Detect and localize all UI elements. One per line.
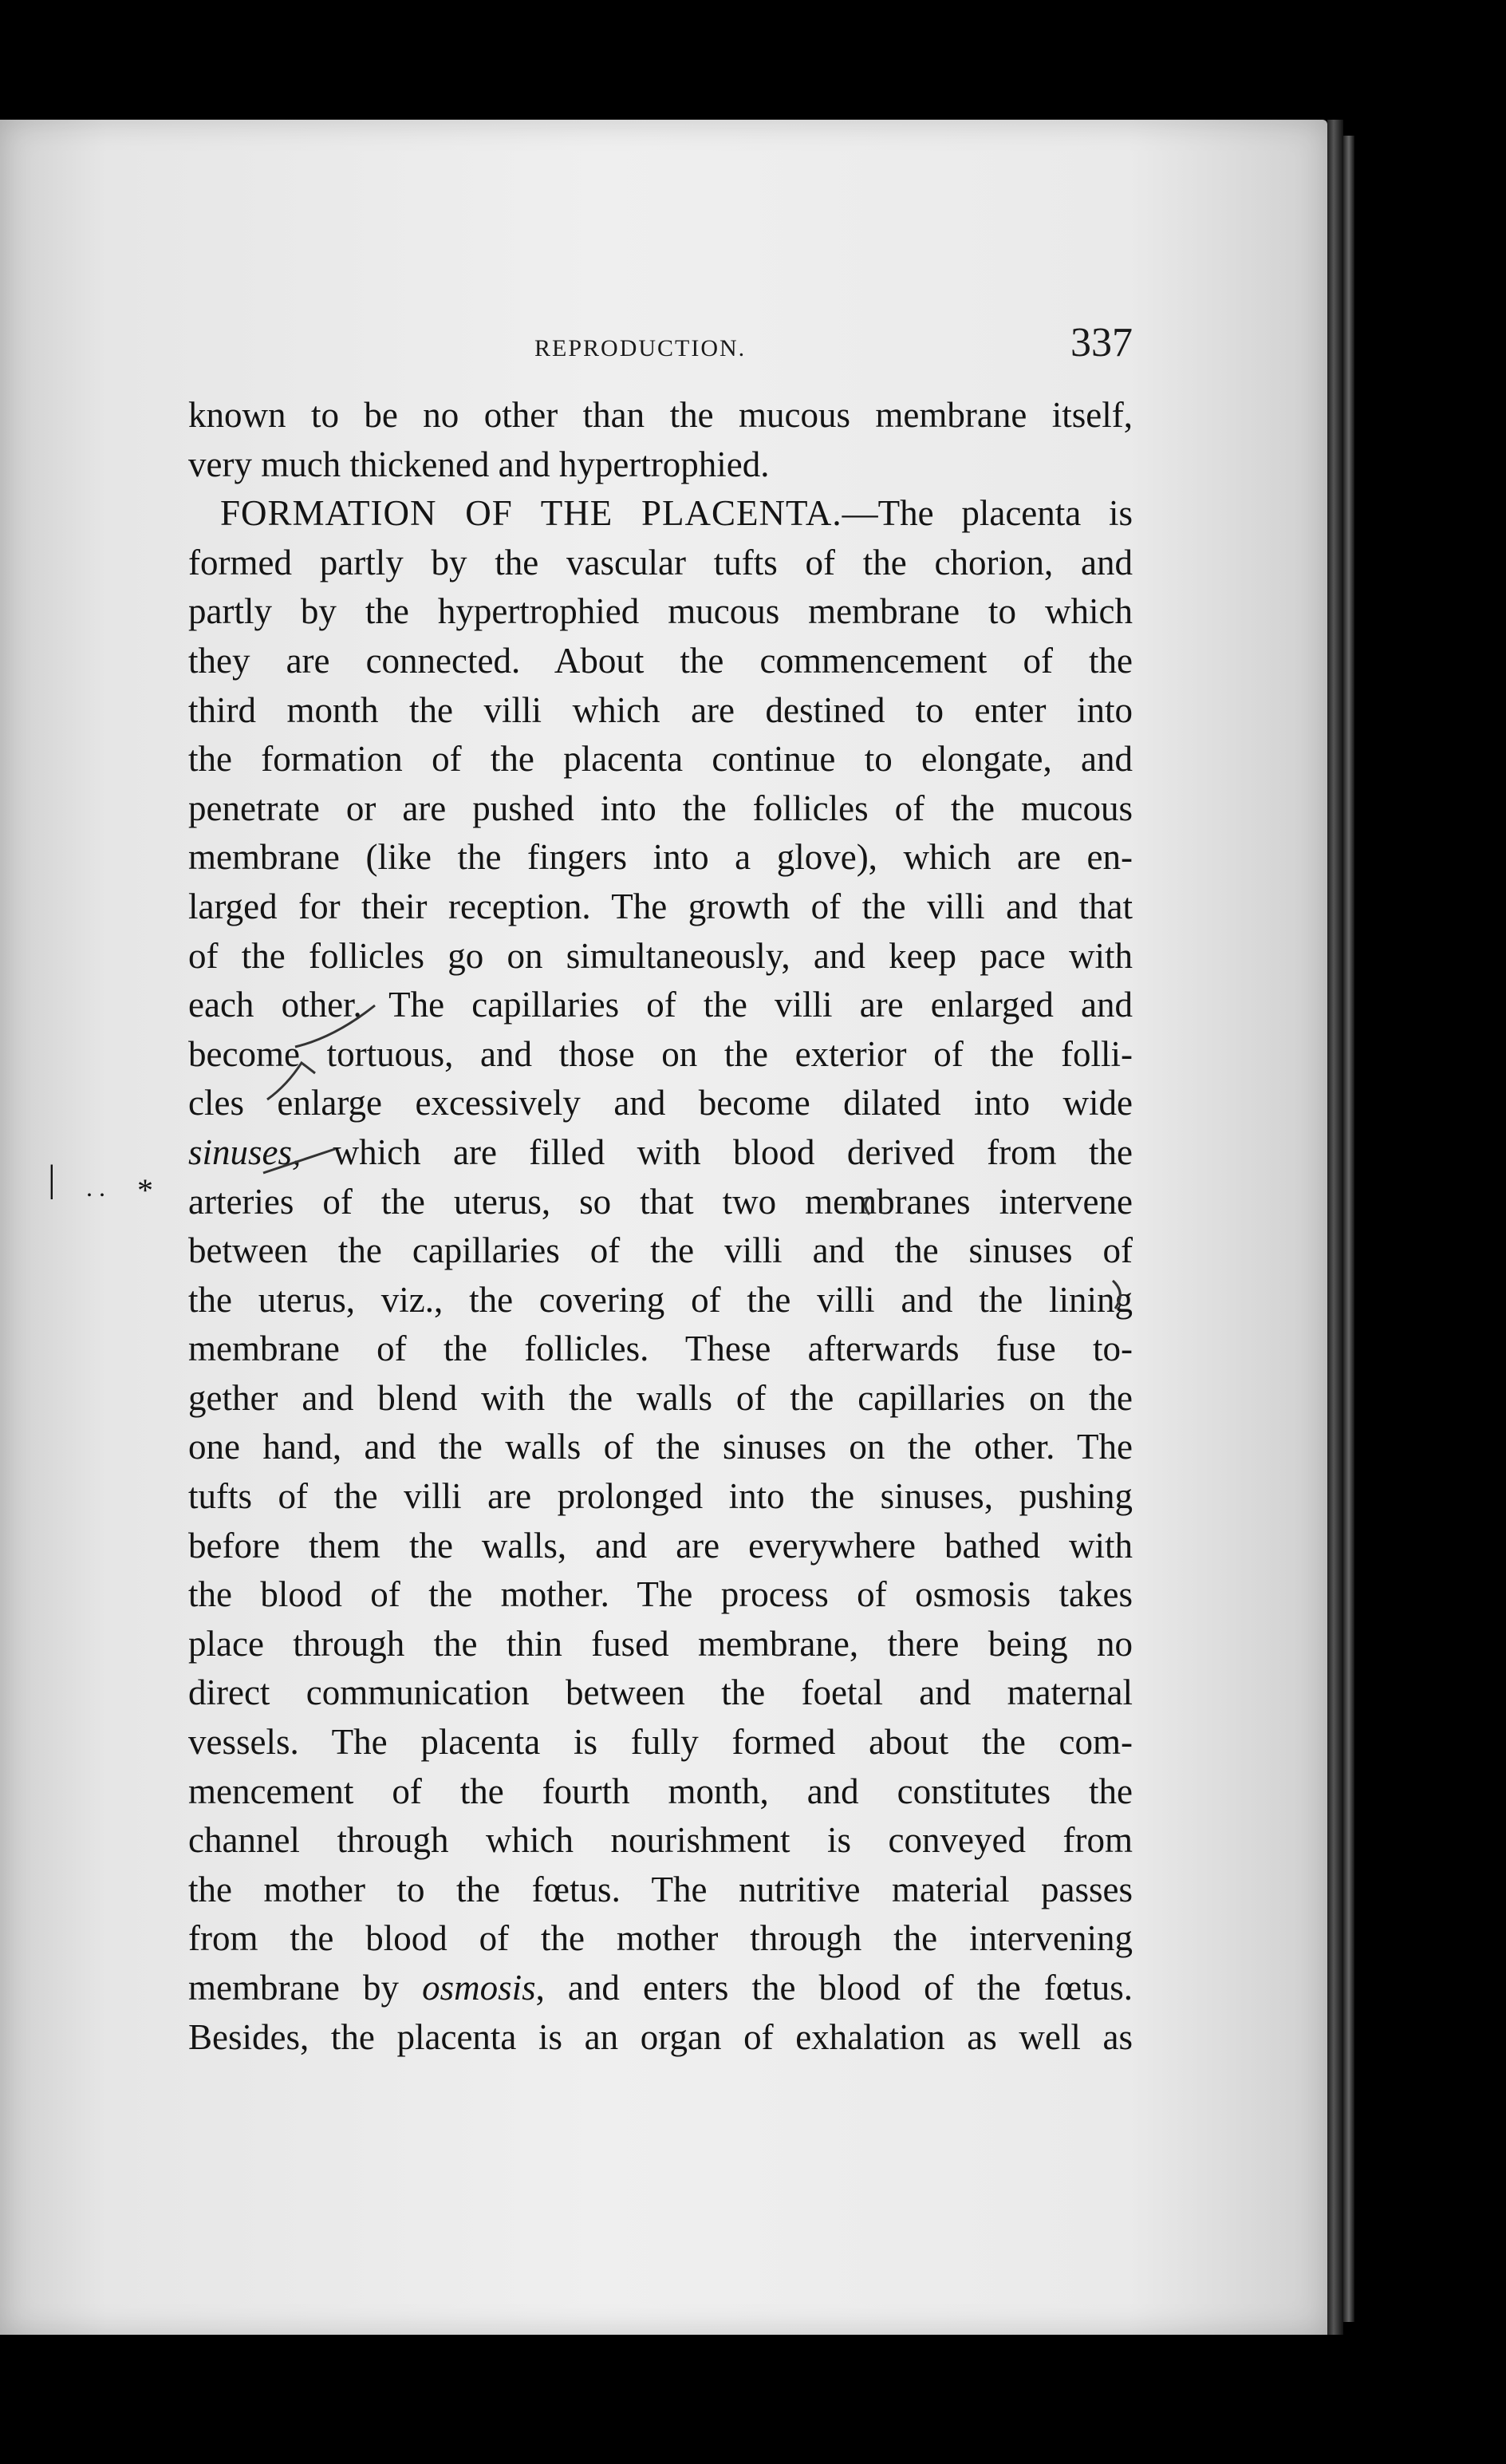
text-line: arteries of the uterus, so that two membranes intervene xyxy=(188,1181,1133,1222)
text-line: from the blood of the mother through the intervening xyxy=(188,1918,1133,1959)
line-continuation: , and enters the blood of the fœtus. xyxy=(535,1968,1133,2008)
text-line-italic-term xyxy=(188,1128,1133,1178)
text-line: place through the thin fused membrane, there being no xyxy=(188,1623,1133,1664)
heading-continuation: —The placenta is xyxy=(842,493,1133,534)
section-heading: FORMATION OF THE PLACENTA. xyxy=(220,493,842,534)
page-number: 337 xyxy=(1070,320,1133,365)
text-line: third month the villi which are destined to enter into xyxy=(188,689,1133,730)
text-line: tufts of the villi are prolonged into the sinuses, pushing xyxy=(188,1476,1133,1517)
text-line: the blood of the mother. The process of osmosis takes xyxy=(188,1574,1133,1615)
text-line: vessels. The placenta is fully formed about the com- xyxy=(188,1722,1133,1763)
body-text xyxy=(188,391,1133,2062)
text-line: become tortuous, and those on the exterior of the folli- xyxy=(188,1033,1133,1074)
text-line: between the capillaries of the villi and the sinuses of xyxy=(188,1230,1133,1271)
text-line: larged for their reception. The growth of the villi and that xyxy=(188,886,1133,926)
line-start: membrane by xyxy=(188,1968,423,2008)
text-line: very much thickened and hypertrophied. xyxy=(188,444,770,484)
text-line-italic-term xyxy=(188,1964,1133,2013)
line-continuation: which are filled with blood derived from the xyxy=(301,1131,1133,1172)
italic-term: sinuses, xyxy=(188,1131,302,1172)
italic-term: osmosis xyxy=(422,1968,536,2008)
page-edge-shadow-inner xyxy=(1343,136,1354,2322)
margin-bar-mark: | xyxy=(48,1158,56,1200)
section-heading-line xyxy=(188,489,1133,539)
text-line: the formation of the placenta continue to elongate, and xyxy=(188,739,1133,780)
text-line: of the follicles go on simultaneously, and keep pace with xyxy=(188,935,1133,976)
text-line: membrane (like the fingers into a glove), which are en- xyxy=(188,837,1133,878)
text-line: known to be no other than the mucous membrane itself, xyxy=(188,395,1133,435)
text-line: mencement of the fourth month, and constitutes the xyxy=(188,1771,1133,1811)
text-line: they are connected. About the commencement of the xyxy=(188,640,1133,681)
margin-dots-mark: . . xyxy=(86,1173,105,1202)
text-line: before them the walls, and are everywhere bathed with xyxy=(188,1525,1133,1566)
text-line: formed partly by the vascular tufts of the chorion, and xyxy=(188,542,1133,582)
text-line: the uterus, viz., the covering of the villi and the lining xyxy=(188,1279,1133,1320)
text-line: the mother to the fœtus. The nutritive material passes xyxy=(188,1869,1133,1909)
text-line: one hand, and the walls of the sinuses on the other. The xyxy=(188,1427,1133,1467)
running-head-title: REPRODUCTION. xyxy=(534,335,747,361)
text-line: direct communication between the foetal and maternal xyxy=(188,1672,1133,1713)
margin-star-mark: * xyxy=(137,1172,153,1208)
text-line: channel through which nourishment is conveyed from xyxy=(188,1820,1133,1861)
text-line: penetrate or are pushed into the follicles of the mucous xyxy=(188,788,1133,828)
text-line: Besides, the placenta is an organ of exhalation as well as xyxy=(188,2016,1133,2057)
running-head xyxy=(191,320,1133,373)
text-line: partly by the hypertrophied mucous membrane to which xyxy=(188,591,1133,632)
text-line: each other. The capillaries of the villi are enlarged and xyxy=(188,985,1133,1025)
page-edge-shadow xyxy=(1327,120,1343,2335)
text-line: membrane of the follicles. These afterwards fuse to- xyxy=(188,1329,1133,1369)
text-line: cles enlarge excessively and become dilated into wide xyxy=(188,1083,1133,1123)
text-line: gether and blend with the walls of the capillaries on the xyxy=(188,1377,1133,1418)
